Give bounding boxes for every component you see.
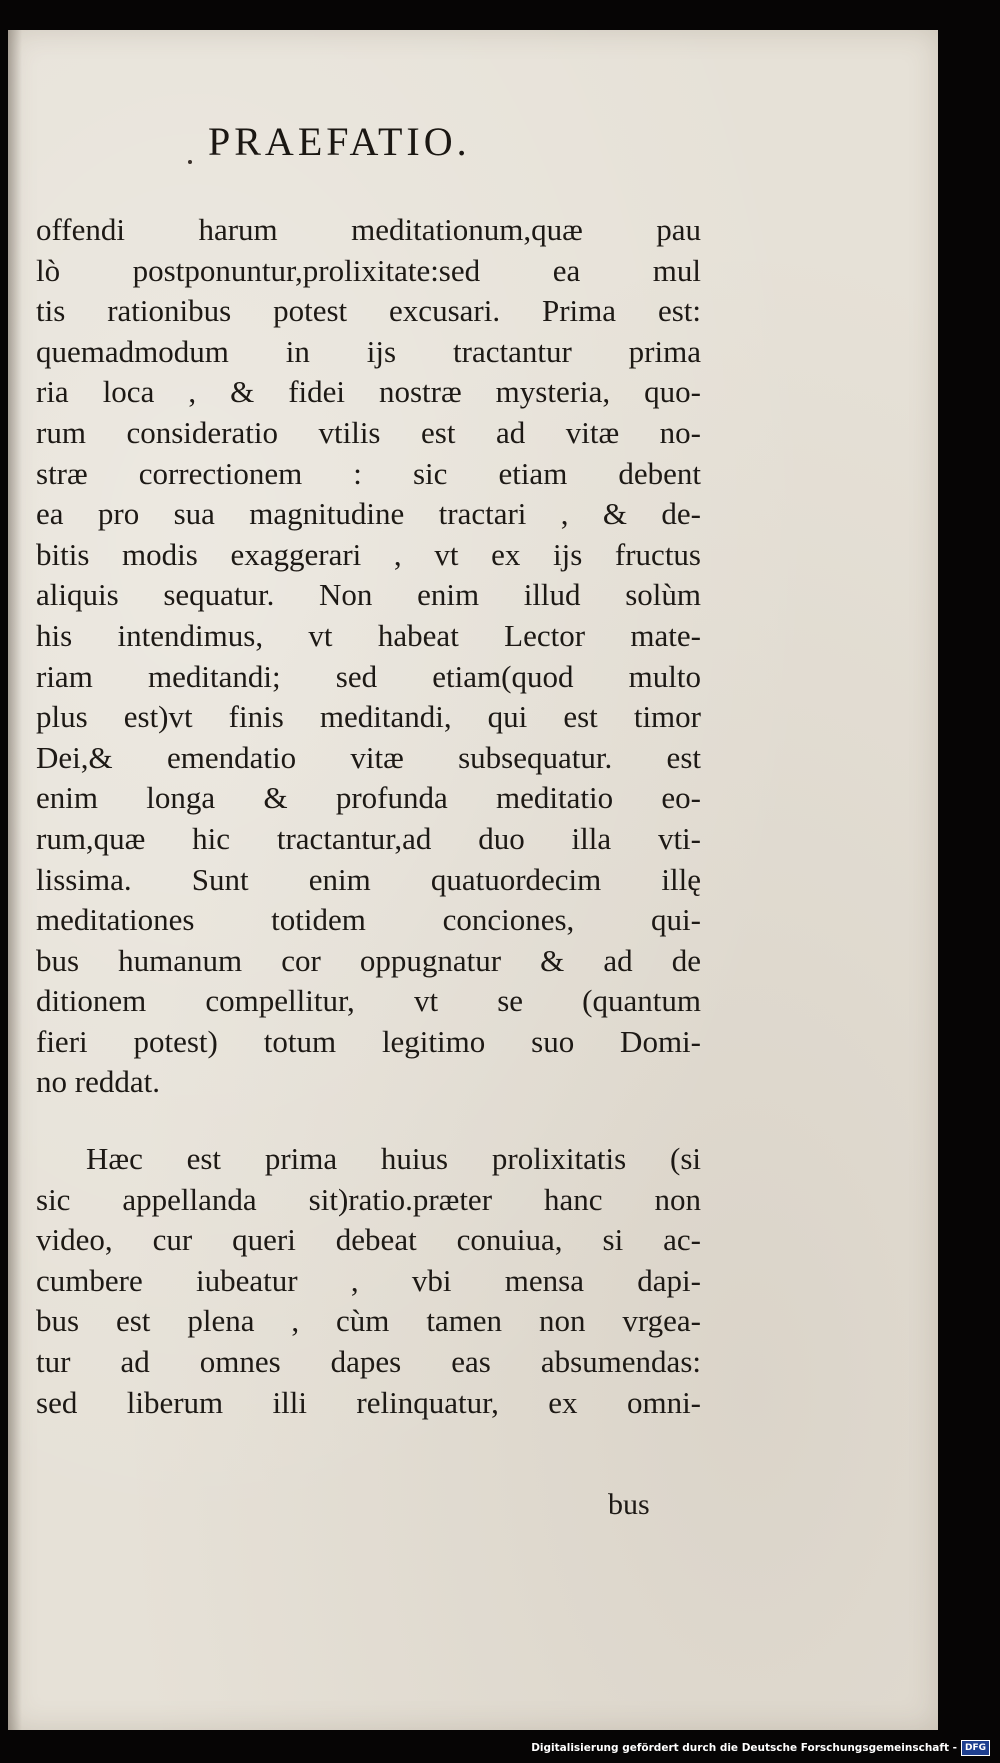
text-line: lò postponuntur,prolixitate:sed ea mul — [36, 252, 701, 288]
text-line: bus est plena , cùm tamen non vrgea- — [36, 1303, 701, 1339]
text-line: cumbere iubeatur , vbi mensa dapi- — [36, 1262, 701, 1298]
text-line: his intendimus, vt habeat Lector mate- — [36, 617, 701, 653]
text-line: rum consideratio vtilis est ad vitæ no- — [36, 414, 701, 450]
text-line: plus est)vt finis meditandi, qui est timor — [36, 699, 701, 735]
text-line: sic appellanda sit)ratio.præter hanc non — [36, 1181, 701, 1217]
text-line: fieri potest) totum legitimo suo Domi- — [36, 1023, 701, 1059]
text-line: quemadmodum in ijs tractantur prima — [36, 333, 701, 369]
text-line: stræ correctionem : sic etiam debent — [36, 455, 701, 491]
text-line: no reddat. — [36, 1064, 160, 1100]
text-line: tur ad omnes dapes eas absumendas: — [36, 1344, 701, 1380]
credit-text: Digitalisierung gefördert durch die Deutsche Forschungsgemeinschaft - — [531, 1742, 957, 1754]
catchword: bus — [608, 1488, 650, 1521]
text-line: rum,quæ hic tractantur,ad duo illa vti- — [36, 820, 701, 856]
text-line: enim longa & profunda meditatio eo- — [36, 780, 701, 816]
text-line: Dei,& emendatio vitæ subsequatur. est — [36, 739, 701, 775]
text-line: ea pro sua magnitudine tractari , & de- — [36, 496, 701, 532]
text-line: video, cur queri debeat conuiua, si ac- — [36, 1222, 701, 1258]
text-line: lissima. Sunt enim quatuordecim illę — [36, 861, 701, 897]
text-line: sed liberum illi relinquatur, ex omni- — [36, 1384, 701, 1420]
running-head-ornament — [188, 160, 192, 164]
text-line: tis rationibus potest excusari. Prima est: — [36, 293, 701, 329]
page-gutter-shadow — [8, 30, 22, 1730]
text-line: Hæc est prima huius prolixitatis (si — [86, 1141, 701, 1177]
dfg-logo: DFG — [961, 1740, 990, 1756]
text-line: ria loca , & fidei nostræ mysteria, quo- — [36, 374, 701, 410]
text-line: meditationes totidem conciones, qui- — [36, 902, 701, 938]
text-line: bus humanum cor oppugnatur & ad de — [36, 942, 701, 978]
digitization-credit — [531, 1737, 990, 1759]
text-line: riam meditandi; sed etiam(quod multo — [36, 658, 701, 694]
text-line: offendi harum meditationum,quæ pau — [36, 212, 701, 247]
text-line: aliquis sequatur. Non enim illud solùm — [36, 577, 701, 613]
body-text — [36, 210, 701, 1423]
text-line: bitis modis exaggerari , vt ex ijs fructus — [36, 536, 701, 572]
text-line: ditionem compellitur, vt se (quantum — [36, 983, 701, 1019]
running-head: PRAEFATIO. — [208, 119, 471, 164]
book-page — [8, 30, 938, 1730]
